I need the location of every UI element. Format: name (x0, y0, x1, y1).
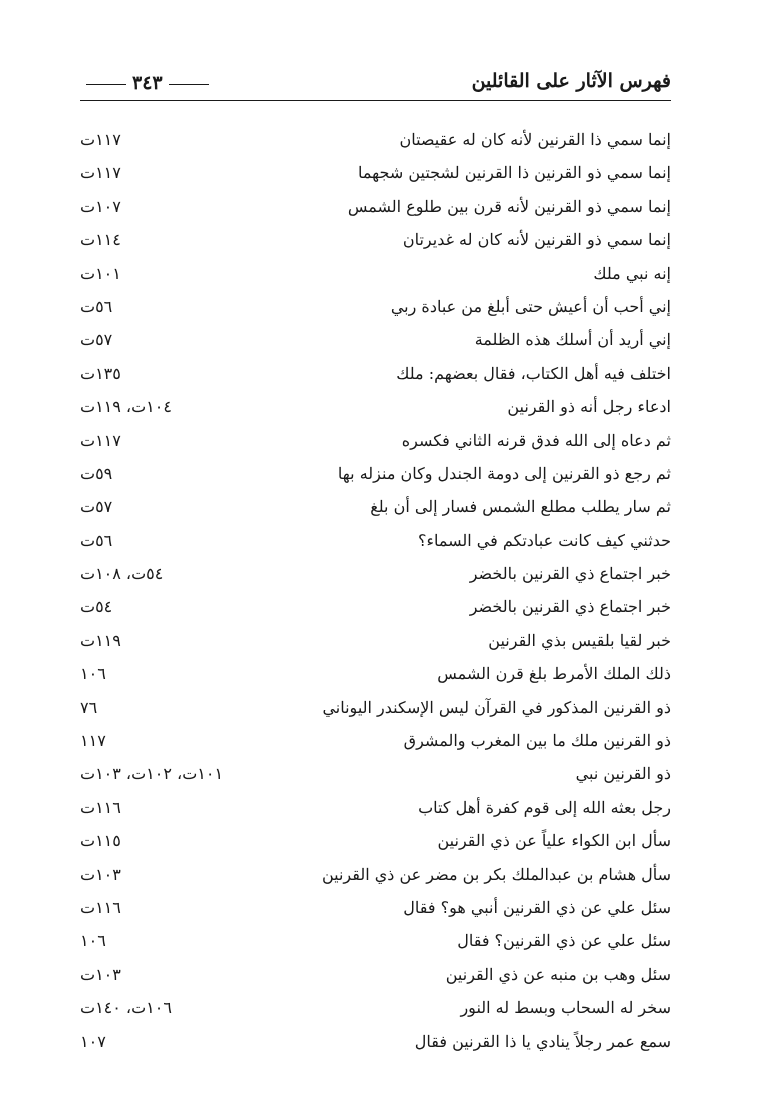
entry-text: ادعاء رجل أنه ذو القرنين (507, 397, 671, 417)
entry-text: إني أحب أن أعيش حتى أبلغ من عبادة ربي (390, 296, 671, 316)
index-entry (80, 760, 671, 793)
page-number-block (80, 72, 215, 94)
entry-page-ref: ١١٤ت (80, 230, 121, 250)
entry-page-ref: ٥٧ت (80, 497, 113, 517)
index-entry (80, 894, 671, 927)
entry-text: سأل هشام بن عبدالملك بكر بن مضر عن ذي القرنين (321, 864, 671, 884)
entry-page-ref: ١١٧ (80, 731, 106, 751)
entry-page-ref: ٥٧ت (80, 330, 113, 350)
header-rule (80, 100, 671, 101)
index-entry (80, 727, 671, 760)
entry-page-ref: ٥٤ت، ١٠٨ت (80, 564, 164, 584)
index-entry (80, 293, 671, 326)
entry-page-ref: ١٠١ت (80, 263, 121, 283)
entry-page-ref: ٧٦ (80, 697, 98, 717)
entry-text: ثم دعاه إلى الله فدق قرنه الثاني فكسره (401, 430, 671, 450)
index-entry (80, 493, 671, 526)
index-entry (80, 427, 671, 460)
index-entry (80, 193, 671, 226)
entry-page-ref: ١١٦ت (80, 797, 121, 817)
index-entry (80, 527, 671, 560)
index-entries (80, 126, 671, 1061)
entry-text: إني أريد أن أسلك هذه الظلمة (474, 330, 671, 350)
entry-text: سمع عمر رجلاً ينادي يا ذا القرنين فقال (414, 1031, 671, 1051)
entry-text: ذلك الملك الأمرط بلغ قرن الشمس (437, 664, 671, 684)
page-number: ٣٤٣ (132, 72, 163, 94)
entry-page-ref: ١١٦ت (80, 897, 121, 917)
page-title: فهرس الآثار على القائلين (471, 70, 671, 92)
entry-text: سخر له السحاب وبسط له النور (460, 998, 671, 1018)
index-entry (80, 1028, 671, 1061)
entry-page-ref: ٥٩ت (80, 463, 113, 483)
index-entry (80, 393, 671, 426)
index-entry (80, 126, 671, 159)
index-entry (80, 794, 671, 827)
entry-text: إنما سمي ذو القرنين لأنه قرن بين طلوع الشمس (347, 196, 671, 216)
entry-text: اختلف فيه أهل الكتاب، فقال بعضهم: ملك (396, 363, 671, 383)
entry-page-ref: ١٠٦ (80, 931, 106, 951)
entry-text: إنه نبي ملك (593, 263, 671, 283)
entry-page-ref: ١١٥ت (80, 831, 121, 851)
index-entry (80, 560, 671, 593)
index-entry (80, 660, 671, 693)
entry-text: ثم سار يطلب مطلع الشمس فسار إلى أن بلغ (370, 497, 671, 517)
index-entry (80, 861, 671, 894)
entry-text: إنما سمي ذو القرنين ذا القرنين لشجتين شجهما (358, 163, 671, 183)
index-entry (80, 994, 671, 1027)
page-header (80, 68, 671, 104)
entry-text: خبر اجتماع ذي القرنين بالخضر (469, 564, 671, 584)
index-entry (80, 460, 671, 493)
entry-text: إنما سمي ذو القرنين لأنه كان له غديرتان (402, 230, 671, 250)
entry-text: ذو القرنين نبي (575, 764, 671, 784)
entry-text: إنما سمي ذا القرنين لأنه كان له عقيصتان (399, 130, 671, 149)
entry-page-ref: ٥٦ت (80, 296, 113, 316)
index-entry (80, 326, 671, 359)
entry-text: سئل وهب بن منبه عن ذي القرنين (445, 964, 671, 984)
entry-text: ذو القرنين المذكور في القرآن ليس الإسكندر اليوناني (322, 697, 671, 717)
entry-text: سئل علي عن ذي القرنين أنبي هو؟ فقال (403, 897, 671, 917)
entry-page-ref: ١٠١ت، ١٠٢ت، ١٠٣ت (80, 764, 224, 784)
entry-page-ref: ١١٧ت (80, 130, 121, 149)
index-entry (80, 827, 671, 860)
entry-text: خبر لقيا بلقيس بذي القرنين (488, 630, 671, 650)
entry-page-ref: ١٠٦ (80, 664, 106, 684)
entry-text: رجل بعثه الله إلى قوم كفرة أهل كتاب (418, 797, 671, 817)
index-entry (80, 360, 671, 393)
entry-page-ref: ١٠٧ (80, 1031, 106, 1051)
entry-page-ref: ١٠٦ت، ١٤٠ت (80, 998, 172, 1018)
entry-page-ref: ١٠٤ت، ١١٩ت (80, 397, 172, 417)
entry-page-ref: ١٠٣ت (80, 864, 121, 884)
entry-text: ثم رجع ذو القرنين إلى دومة الجندل وكان منزله بها (337, 463, 671, 483)
entry-page-ref: ١٣٥ت (80, 363, 121, 383)
entry-page-ref: ١١٧ت (80, 430, 121, 450)
entry-page-ref: ٥٦ت (80, 530, 113, 550)
index-entry (80, 226, 671, 259)
index-entry (80, 627, 671, 660)
index-entry (80, 159, 671, 192)
index-entry (80, 927, 671, 960)
header-dash-left (86, 84, 126, 85)
index-entry (80, 694, 671, 727)
entry-text: سئل علي عن ذي القرنين؟ فقال (457, 931, 671, 951)
entry-text: ذو القرنين ملك ما بين المغرب والمشرق (403, 731, 671, 751)
header-dash-right (169, 84, 209, 85)
index-entry (80, 260, 671, 293)
entry-text: سأل ابن الكواء علياً عن ذي القرنين (437, 831, 671, 851)
index-entry (80, 961, 671, 994)
entry-page-ref: ١٠٧ت (80, 196, 121, 216)
entry-page-ref: ٥٤ت (80, 597, 113, 617)
entry-page-ref: ١١٩ت (80, 630, 121, 650)
entry-page-ref: ١١٧ت (80, 163, 121, 183)
entry-page-ref: ١٠٣ت (80, 964, 121, 984)
index-entry (80, 593, 671, 626)
entry-text: حدثني كيف كانت عبادتكم في السماء؟ (417, 530, 671, 550)
entry-text: خبر اجتماع ذي القرنين بالخضر (469, 597, 671, 617)
